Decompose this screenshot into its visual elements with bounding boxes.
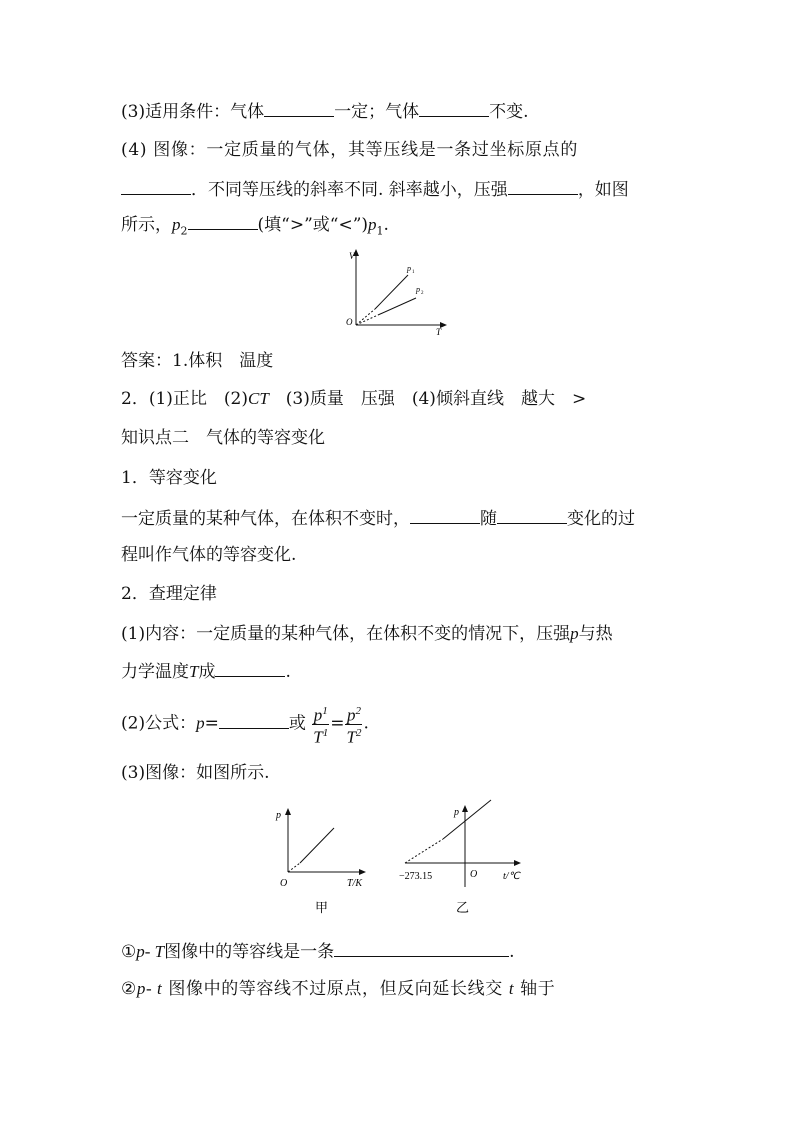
text: (1)内容：一定质量的某种气体，在体积不变的情况下，压强 bbox=[121, 624, 571, 644]
text: . bbox=[363, 713, 369, 734]
section-heading bbox=[121, 427, 676, 449]
text: 所示， bbox=[121, 215, 172, 235]
var-T: T bbox=[346, 727, 356, 747]
text: 2．查理定律 bbox=[121, 584, 217, 604]
text: = bbox=[204, 713, 219, 734]
text: ② bbox=[121, 979, 137, 999]
subscript: 1 bbox=[376, 224, 384, 238]
var-p: p bbox=[368, 215, 377, 234]
text: . bbox=[285, 662, 291, 682]
content-line bbox=[121, 623, 676, 645]
text: t bbox=[508, 979, 515, 998]
p1-sub: 1 bbox=[412, 270, 415, 275]
p2-label: p bbox=[416, 285, 420, 294]
text: p- t bbox=[136, 979, 163, 998]
text: 图像中的等容线是一条 bbox=[164, 942, 335, 962]
blank[interactable] bbox=[188, 213, 258, 230]
axis-t-label: T bbox=[436, 327, 442, 335]
text: = bbox=[330, 713, 345, 734]
var-T: T bbox=[189, 662, 199, 681]
text: 图像中的等容线不过原点，但反向延长线交 bbox=[162, 979, 509, 999]
blank[interactable] bbox=[508, 178, 578, 195]
text: 轴于 bbox=[514, 979, 556, 999]
axis-p-label: p bbox=[454, 807, 459, 818]
blank[interactable] bbox=[419, 100, 489, 117]
text: 变化的过 bbox=[567, 509, 635, 529]
fraction-1 bbox=[312, 703, 329, 745]
subscript: 2 bbox=[180, 224, 188, 238]
text: 程叫作气体的等容变化. bbox=[121, 545, 297, 565]
blank[interactable] bbox=[121, 178, 191, 195]
origin-label: O bbox=[280, 878, 288, 889]
text: ．不同等压线的斜率不同. 斜率越小，压强 bbox=[191, 180, 508, 200]
sup: 1 bbox=[322, 726, 329, 739]
origin-label: O bbox=[470, 869, 478, 880]
image-desc-line-3: 所示，$p_2$ (填“>”或“$<”)p_1$. bbox=[121, 215, 389, 238]
blank[interactable] bbox=[215, 660, 285, 677]
axis-t-label: T/K bbox=[347, 878, 363, 889]
formula-line bbox=[121, 703, 676, 745]
axis-v-label: V bbox=[349, 251, 355, 261]
text: 知识点二 气体的等容变化 bbox=[121, 428, 325, 448]
origin-label: O bbox=[346, 317, 353, 327]
isobar-figure bbox=[340, 243, 455, 335]
var-p: p bbox=[313, 705, 323, 725]
text: (4) 图像：一定质量的气体，其等压线是一条过坐标原点的 bbox=[121, 140, 579, 160]
conclusion-line-1 bbox=[121, 940, 676, 963]
text: 随 bbox=[480, 509, 497, 529]
text: 力学温度 bbox=[121, 662, 189, 682]
text: ① bbox=[121, 942, 137, 962]
figure-caption: 乙 bbox=[456, 900, 470, 915]
text: (3)质量 压强 (4)倾斜直线 越大 > bbox=[268, 389, 587, 409]
axis-t-label: t/℃ bbox=[503, 871, 520, 882]
pt-figure bbox=[395, 795, 535, 920]
text: 成 bbox=[198, 662, 216, 682]
var-p: p bbox=[570, 624, 579, 643]
text: (2)公式： bbox=[121, 713, 197, 734]
definition-line-2 bbox=[121, 544, 676, 566]
text: ，如图 bbox=[577, 180, 629, 200]
var-p: p bbox=[172, 215, 181, 234]
axis-p-label: p bbox=[276, 810, 281, 821]
text: 1．等容变化 bbox=[121, 468, 217, 488]
text: 与热 bbox=[578, 624, 613, 644]
figure-caption: 甲 bbox=[315, 900, 329, 915]
p2-sub: 2 bbox=[421, 291, 424, 296]
content-line-2 bbox=[121, 660, 676, 683]
var-p: p bbox=[346, 705, 356, 725]
blank[interactable] bbox=[264, 100, 334, 117]
blank[interactable] bbox=[497, 507, 567, 524]
text: 或 bbox=[288, 713, 306, 734]
condition-line bbox=[121, 100, 676, 123]
sup: 2 bbox=[355, 705, 361, 717]
text: (3)图像：如图所示. bbox=[121, 763, 270, 783]
subsection-2 bbox=[121, 583, 676, 605]
sup: 2 bbox=[355, 726, 362, 739]
subsection-1 bbox=[121, 467, 676, 489]
text: (3)适用条件：气体 bbox=[121, 102, 265, 122]
fraction-2 bbox=[345, 703, 362, 745]
graph-intro-line bbox=[121, 762, 676, 784]
blank[interactable] bbox=[219, 712, 289, 729]
text: (填“>”或“<”) bbox=[257, 215, 369, 235]
blank[interactable] bbox=[334, 940, 509, 957]
var-p: p bbox=[196, 713, 205, 733]
text: 一定；气体 bbox=[334, 102, 420, 122]
definition-line bbox=[121, 507, 676, 530]
answer-line-2 bbox=[121, 388, 676, 410]
text: 一定质量的某种气体，在体积不变时， bbox=[121, 509, 410, 529]
p1-label: p bbox=[407, 264, 411, 273]
text: 答案：1.体积 温度 bbox=[121, 351, 274, 371]
text: p- T bbox=[136, 942, 165, 961]
image-desc-line bbox=[121, 139, 676, 161]
text: . bbox=[509, 942, 515, 962]
text: 不变. bbox=[489, 102, 529, 122]
pT-figure bbox=[270, 800, 370, 920]
var-T: T bbox=[313, 727, 323, 747]
image-desc-line-2 bbox=[121, 178, 676, 201]
intercept-label: −273.15 bbox=[399, 871, 433, 882]
sup: 1 bbox=[322, 705, 328, 717]
conclusion-line-2 bbox=[121, 978, 676, 1000]
text: 2．(1)正比 (2) bbox=[121, 389, 248, 409]
text: CT bbox=[247, 389, 269, 408]
answer-line-1 bbox=[121, 350, 676, 372]
blank[interactable] bbox=[410, 507, 480, 524]
